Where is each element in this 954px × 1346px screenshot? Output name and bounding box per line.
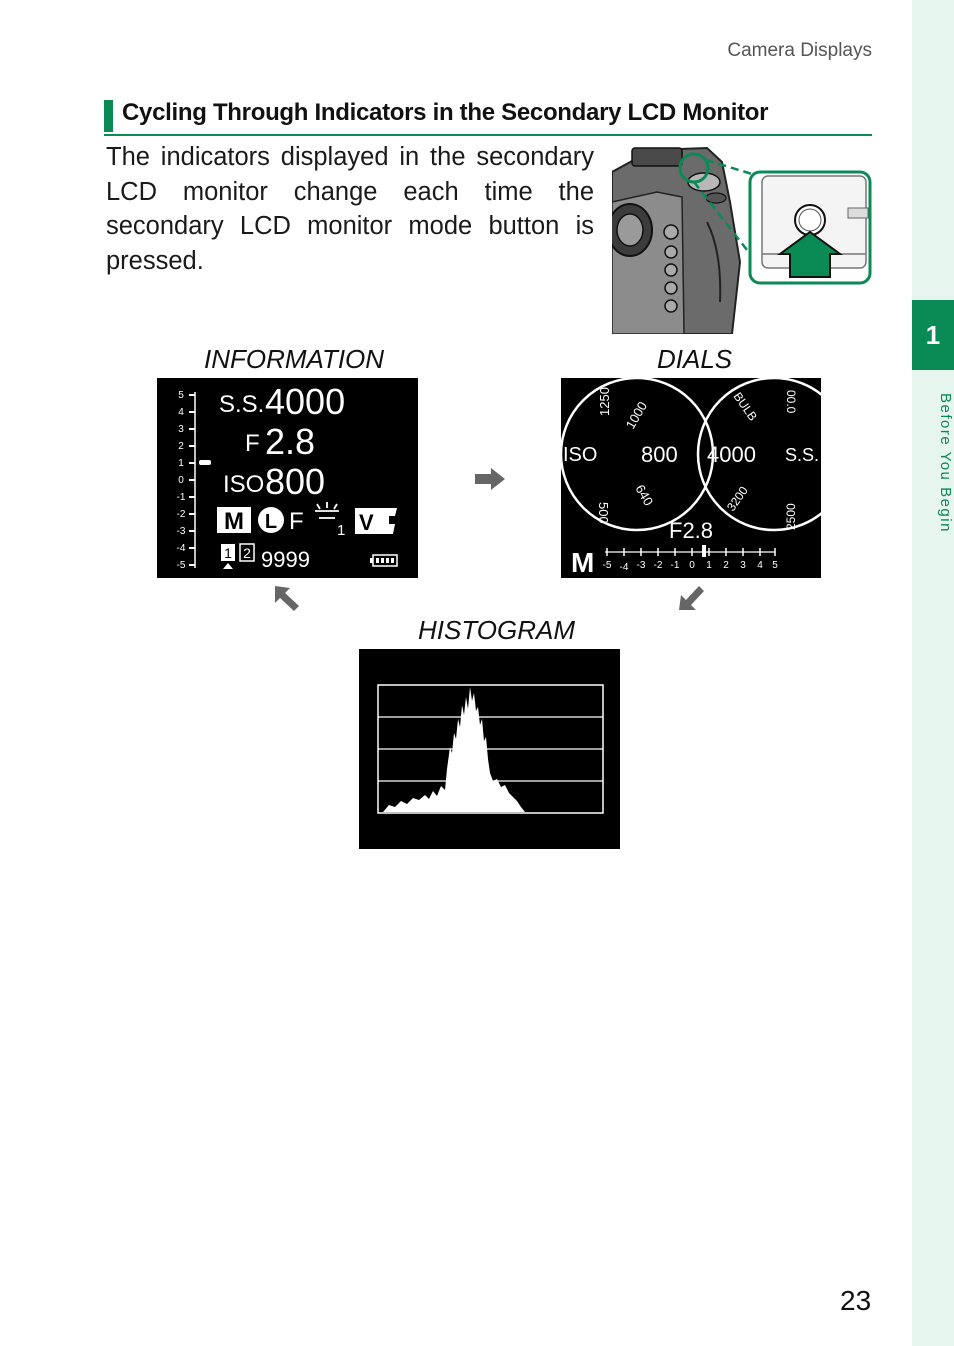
ev-tick-label: 4: [178, 407, 184, 418]
dials-screen: [561, 378, 821, 578]
ev-pointer: [199, 460, 211, 465]
ev-tick-label: -2: [176, 509, 186, 520]
f-label: F: [245, 430, 260, 457]
iso-label: ISO: [223, 471, 265, 498]
ev-tick-label: 5: [178, 390, 184, 401]
f-value: 2.8: [265, 421, 316, 462]
iso-value: 800: [641, 442, 678, 467]
ev-pointer: [702, 545, 706, 557]
chapter-tab[interactable]: 1: [912, 300, 954, 370]
iso-tick-label: 1250: [597, 387, 612, 416]
card-slot-2-number: 2: [243, 545, 251, 561]
arrow-right-icon: [473, 466, 507, 492]
section-title: Cycling Through Indicators in the Secondary LCD Monitor: [122, 99, 769, 126]
quality-letter: F: [289, 508, 304, 535]
ss-tick-label: 2500: [784, 503, 798, 530]
ss-tick-label: BULB: [730, 389, 760, 424]
dials-label: DIALS: [657, 344, 733, 374]
histogram-label: HISTOGRAM: [418, 615, 575, 645]
ss-value: 4000: [707, 442, 756, 467]
ev-tick-label: 1: [178, 458, 184, 469]
aperture-value: F2.8: [669, 518, 714, 543]
histogram-screen: [359, 649, 620, 849]
ev-tick-label: 3: [178, 424, 184, 435]
ev-tick-label: 5: [772, 560, 778, 571]
ev-tick-label: 2: [723, 560, 729, 571]
ev-tick-label: -2: [653, 560, 663, 571]
mode-letter: M: [571, 547, 595, 578]
information-screen: [157, 378, 418, 578]
ev-tick-label: -1: [670, 560, 680, 571]
body-paragraph: The indicators displayed in the secondary LCD monitor change each time the secondary LCD monitor mode button is pressed.: [106, 143, 594, 275]
ss-tick-label: 3200: [723, 483, 751, 514]
ev-tick-label: 0: [178, 475, 184, 486]
ev-tick-label: -3: [636, 560, 646, 571]
iso-label: ISO: [563, 444, 598, 466]
active-slot-marker: [223, 563, 233, 569]
battery-icon: [370, 555, 397, 566]
ev-tick-label: -3: [176, 526, 186, 537]
wb-index: 1: [337, 522, 346, 539]
ss-value: 4000: [265, 381, 346, 422]
chapter-title: Before You Begin: [937, 393, 954, 533]
ev-tick-label: 0: [689, 560, 695, 571]
arrow-down-left-icon: [676, 584, 706, 612]
film-letter: V: [359, 510, 374, 535]
ev-tick-label: -5: [176, 560, 186, 571]
ss-label: S.S.: [219, 391, 265, 418]
card-slot-1-number: 1: [224, 545, 232, 561]
ss-label: S.S.: [785, 445, 820, 465]
heading-bar: [104, 100, 113, 132]
ev-tick-label: 3: [740, 560, 746, 571]
arrow-up-left-icon: [272, 584, 302, 612]
running-header: Camera Displays: [727, 40, 872, 61]
ev-tick-label: -4: [619, 562, 629, 573]
ev-tick-label: -5: [602, 560, 612, 571]
ev-tick-label: 1: [706, 560, 712, 571]
information-label: INFORMATION: [204, 344, 385, 374]
ev-tick-label: 2: [178, 441, 184, 452]
camera-illustration: [612, 142, 874, 334]
ev-tick-label: 4: [757, 560, 763, 571]
mode-letter: M: [224, 508, 244, 535]
white-balance-icon: [315, 502, 339, 518]
ss-tick-label: 00.0: [784, 390, 798, 414]
side-strip: [912, 0, 954, 1346]
ev-tick-label: -1: [176, 492, 186, 503]
size-letter: L: [264, 511, 278, 533]
ev-tick-label: -4: [176, 543, 186, 554]
section-heading: [104, 98, 872, 136]
iso-value: 800: [265, 461, 326, 502]
iso-tick-label: 1000: [622, 398, 651, 432]
iso-tick-label: 500: [596, 502, 611, 524]
shots-remaining: 9999: [261, 547, 310, 572]
page-number: 23: [840, 1285, 872, 1316]
ev-scale: [177, 390, 211, 571]
iso-tick-label: 640: [632, 482, 657, 509]
